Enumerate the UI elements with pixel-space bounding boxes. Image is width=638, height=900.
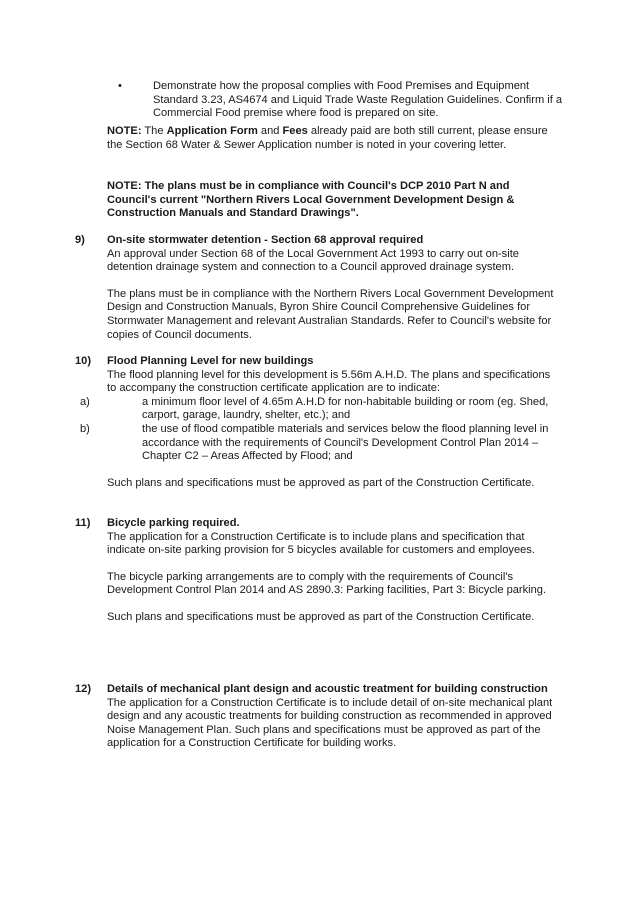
section-10-number: 10) — [75, 355, 92, 367]
note-plans-compliance: NOTE: The plans must be in compliance with Council's DCP 2010 Part N and Council's current "Northern Rivers Local Government Development Design & Construction Manuals and Standard Drawings". — [107, 180, 515, 220]
item-b-label: b) — [80, 422, 90, 435]
section-9-paragraph-1: An approval under Section 68 of the Local Government Act 1993 to carry out on-site detention drainage system and connection to a Council approved drainage system. — [107, 247, 519, 274]
section-11-paragraph-3: Such plans and specifications must be approved as part of the Construction Certificate. — [107, 610, 535, 623]
bullet-text: Demonstrate how the proposal complies with Food Premises and Equipment Standard 3.23, AS4674 and Liquid Trade Waste Regulation Guidelines. Confirm if a Commercial Food premise where food is prepared on site. — [153, 80, 563, 120]
section-9 — [107, 234, 562, 342]
section-9-heading: On-site stormwater detention - Section 68 approval required — [107, 234, 424, 246]
section-9-number: 9) — [75, 234, 85, 246]
section-11 — [107, 517, 562, 625]
section-12 — [107, 683, 562, 751]
section-11-heading: Bicycle parking required. — [107, 517, 240, 529]
bullet-marker: • — [118, 80, 122, 92]
section-10-item-b — [80, 423, 562, 464]
application-form-term: Application Form — [166, 125, 258, 137]
note-application-form: NOTE: The Application Form and Fees already paid are both still current, please ensure the Section 68 Water & Sewer Application number is noted in your covering letter. — [107, 125, 548, 151]
section-10-paragraph-2: Such plans and specifications must be approved as part of the Construction Certificate. — [107, 476, 535, 489]
section-11-paragraph-2: The bicycle parking arrangements are to comply with the requirements of Council's Development Control Plan 2014 and AS 2890.3: Parking facilities, Part 3: Bicycle parking. — [107, 570, 547, 597]
section-12-paragraph-1: The application for a Construction Certificate is to include detail of on-site mechanical plant design and any acoustic treatments for building construction as recommended in approved Noise Management Plan. Such plans and specifications must be approved as part of the application for a Construction Certificate for building works. — [107, 696, 553, 750]
section-11-paragraph-1: The application for a Construction Certificate is to include plans and specification that indicate on-site parking provision for 5 bicycles available for customers and employees. — [107, 530, 535, 557]
item-b-text: the use of flood compatible materials and services below the flood planning level in accordance with the requirements of Council's Development Control Plan 2014 – Chapter C2 – Areas Affected by Flood; and — [142, 422, 549, 463]
item-a-text: a minimum floor level of 4.65m A.H.D for non-habitable building or room (eg. Shed, carport, garage, laundry, shelter, etc.); and — [142, 395, 549, 422]
section-10-item-a — [80, 396, 562, 423]
note-label: NOTE: — [107, 125, 142, 137]
section-10-heading: Flood Planning Level for new buildings — [107, 355, 314, 367]
section-12-number: 12) — [75, 683, 92, 695]
item-a-label: a) — [80, 395, 90, 408]
section-11-number: 11) — [75, 517, 91, 529]
section-9-paragraph-2: The plans must be in compliance with the Northern Rivers Local Government Development Design and Construction Manuals, Byron Shire Council Comprehensive Guidelines for Stormwater Management and relevant Australian Standards. Refer to Council's website for copies of Council documents. — [107, 287, 554, 341]
fees-term: Fees — [282, 125, 308, 137]
section-10-paragraph-1: The flood planning level for this development is 5.56m A.H.D. The plans and specifications to accompany the construction certificate application are to indicate: — [107, 368, 551, 395]
section-12-heading: Details of mechanical plant design and acoustic treatment for building construction — [107, 683, 548, 695]
